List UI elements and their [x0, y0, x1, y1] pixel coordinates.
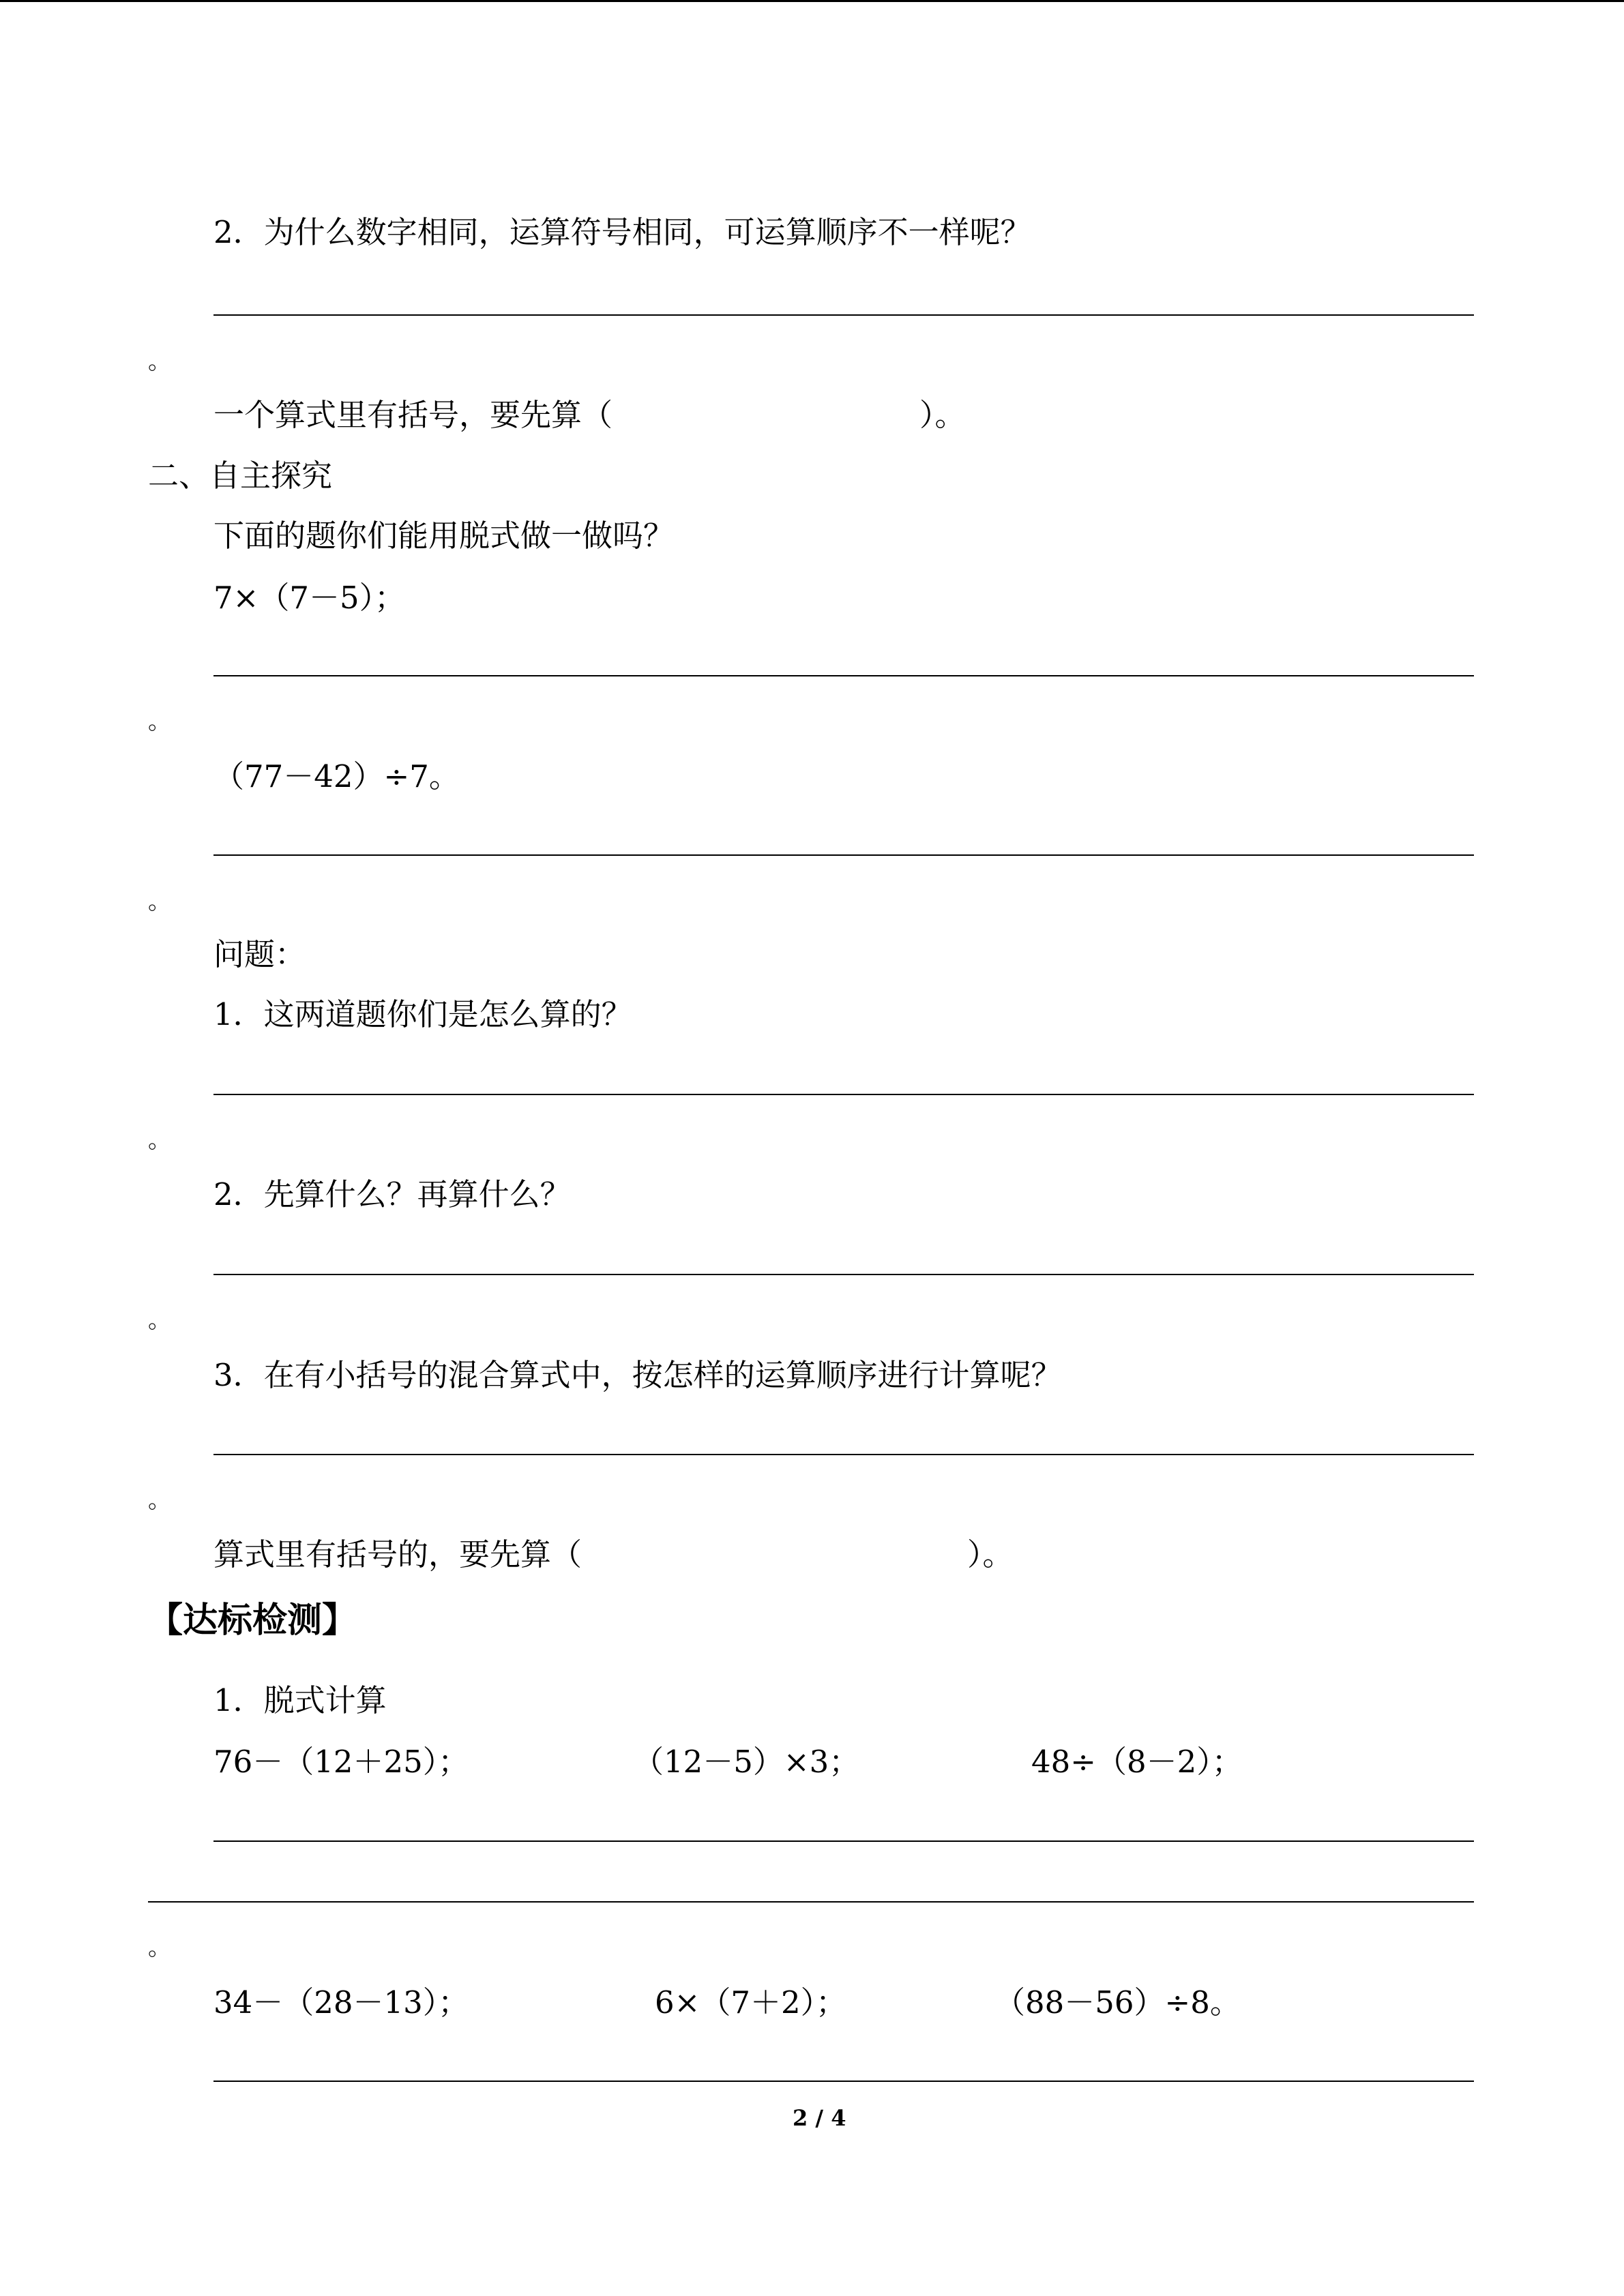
answer-line	[213, 1840, 1474, 1842]
section-heading-assessment: 【达标检测】	[148, 1600, 357, 1641]
answer-line	[213, 314, 1474, 316]
answer-line	[213, 1454, 1474, 1455]
expression-2: （77－42）÷7。	[213, 758, 460, 794]
answer-line	[148, 1901, 1474, 1903]
exercise-expression: 34－（28－13）；	[213, 1984, 469, 2021]
question-2: 2．为什么数字相同，运算符号相同，可运算顺序不一样呢？	[213, 214, 1031, 250]
exercise-expression: 48÷（8－2）；	[1031, 1744, 1243, 1780]
fill-blank-1-end: ）。	[919, 397, 966, 433]
answer-line	[213, 2081, 1474, 2082]
section-heading-explore: 二、自主探究	[148, 458, 333, 494]
line-end-mark: 。	[148, 1127, 171, 1154]
sub-question-1: 1．这两道题你们是怎么算的？	[213, 996, 632, 1032]
expression-1: 7×（7－5）；	[213, 580, 406, 616]
exercise-1-title: 1．脱式计算	[213, 1682, 387, 1718]
sub-question-2: 2．先算什么？再算什么？	[213, 1176, 571, 1212]
intro-text: 下面的题你们能用脱式做一做吗？	[213, 518, 675, 554]
answer-line	[213, 675, 1474, 676]
answer-line	[213, 1274, 1474, 1275]
line-end-mark: 。	[148, 1487, 171, 1514]
line-end-mark: 。	[148, 708, 171, 735]
exercise-expression: （12－5）×3；	[633, 1744, 860, 1780]
sub-question-3: 3．在有小括号的混合算式中，按怎样的运算顺序进行计算呢？	[213, 1357, 1062, 1393]
answer-line	[213, 1094, 1474, 1095]
exercise-expression: 6×（7＋2）；	[655, 1984, 847, 2021]
page-top-border	[0, 0, 1624, 2]
line-end-mark: 。	[148, 1934, 171, 1961]
page-number: 2 / 4	[793, 2105, 846, 2131]
exercise-expression: （88－56）÷8。	[994, 1984, 1241, 2021]
answer-line	[213, 854, 1474, 856]
fill-blank-2-start: 算式里有括号的，要先算（	[213, 1536, 582, 1572]
fill-blank-2-end: ）。	[967, 1536, 1014, 1572]
exercise-expression: 76－（12＋25）；	[213, 1744, 469, 1780]
line-end-mark: 。	[148, 1307, 171, 1334]
fill-blank-1-start: 一个算式里有括号，要先算（	[213, 397, 613, 433]
questions-label: 问题：	[213, 936, 306, 972]
line-end-mark: 。	[148, 348, 171, 375]
line-end-mark: 。	[148, 888, 171, 915]
